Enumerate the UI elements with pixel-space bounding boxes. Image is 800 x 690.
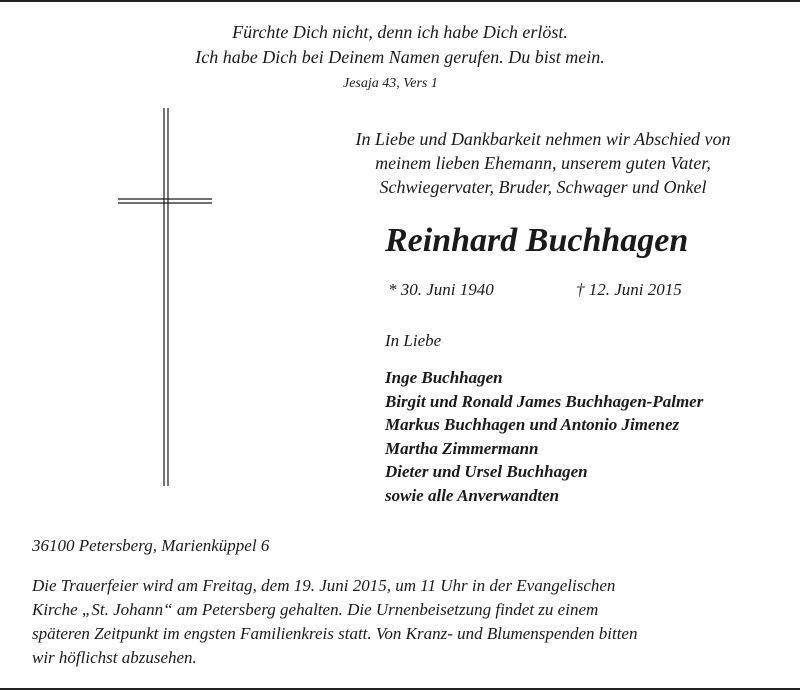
address: 36100 Petersberg, Marienküppel 6	[32, 536, 270, 555]
intro-line: meinem lieben Ehemann, unserem guten Vater,	[375, 153, 711, 173]
notice-line: wir höflichst abzusehen.	[32, 648, 197, 667]
bible-verse-reference: Jesaja 43, Vers 1	[343, 76, 438, 91]
mourners-heading: In Liebe	[385, 331, 442, 350]
birth-date: * 30. Juni 1940	[388, 280, 494, 299]
death-date: † 12. Juni 2015	[576, 280, 682, 299]
mourner-entry: Birgit und Ronald James Buchhagen-Palmer	[385, 391, 704, 411]
intro-line: Schwiegervater, Bruder, Schwager und Onkel	[379, 177, 707, 197]
mourners-list	[385, 366, 703, 508]
mourner-entry: Martha Zimmermann	[385, 438, 539, 458]
bible-verse-line-1: Fürchte Dich nicht, denn ich habe Dich erlöst.	[232, 22, 568, 42]
notice-line: Die Trauerfeier wird am Freitag, dem 19. Juni 2015, um 11 Uhr in der Evangelischen	[32, 576, 616, 595]
cross-icon	[115, 108, 215, 488]
mourner-entry: sowie alle Anverwandten	[385, 485, 560, 505]
mourner-entry: Dieter und Ursel Buchhagen	[385, 462, 588, 482]
mourner-entry: Inge Buchhagen	[385, 368, 503, 387]
top-border	[0, 0, 800, 2]
intro-line: In Liebe und Dankbarkeit nehmen wir Abschied von	[355, 129, 731, 149]
farewell-intro	[318, 127, 768, 199]
bible-verse-line-2: Ich habe Dich bei Deinem Namen gerufen. Du bist mein.	[195, 47, 605, 67]
notice-line: späteren Zeitpunkt im engsten Familienkreis statt. Von Kranz- und Blumenspenden bitten	[32, 624, 638, 643]
funeral-notice	[32, 574, 768, 670]
deceased-name: Reinhard Buchhagen	[385, 222, 689, 259]
mourner-entry: Markus Buchhagen und Antonio Jimenez	[385, 415, 680, 435]
notice-line: Kirche „St. Johann“ am Petersberg gehalten. Die Urnenbeisetzung findet zu einem	[32, 600, 599, 619]
